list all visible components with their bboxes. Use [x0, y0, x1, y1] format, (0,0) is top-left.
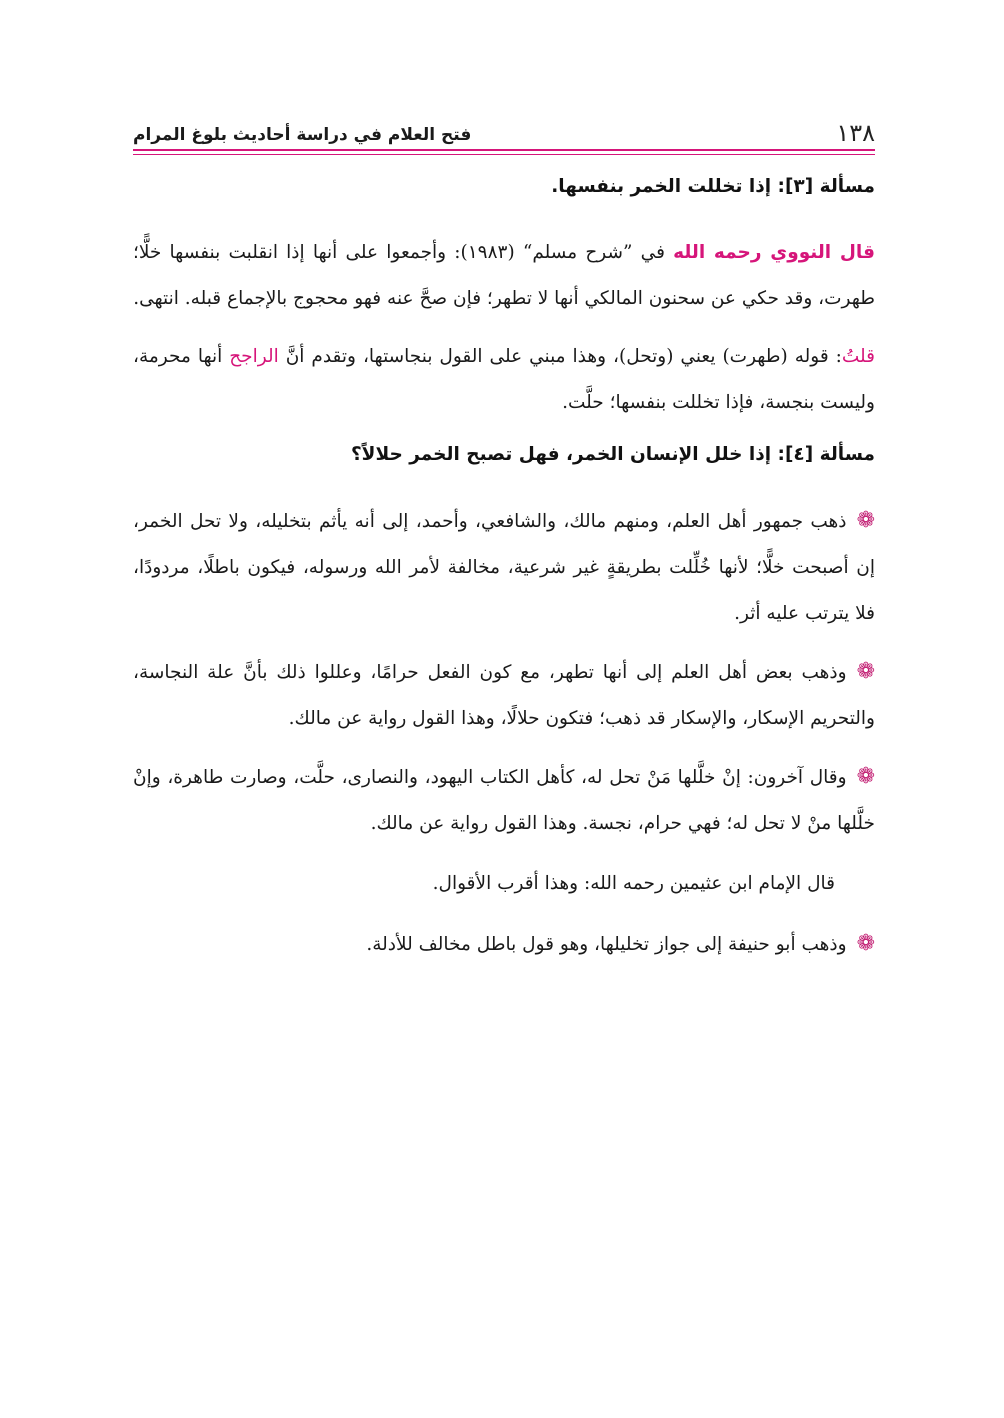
- opinion-majority: [133, 498, 875, 637]
- flower-bullet-icon: ❁: [856, 508, 875, 533]
- issue-heading-3: مسألة [٣]: إذا تخللت الخمر بنفسها.: [551, 176, 875, 197]
- header-rule-thin: [133, 154, 875, 155]
- page-body: [133, 170, 875, 980]
- author-comment-paragraph: [133, 334, 875, 426]
- nawawi-quote-text: في ”شرح مسلم“ (١٩٨٣): وأجمعوا على أنها إذا انقلبت بنفسها خلًّا؛ طهرت، وقد حكي عن سحنون المالكي أنها لا تطهر؛ فإن صحَّ عنه فهو محجوج بالإجماع قبله. انتهى.: [133, 242, 875, 309]
- flower-bullet-icon: ❁: [856, 659, 875, 684]
- preferred-view-highlight: الراجح: [229, 346, 279, 367]
- running-title: فتح العلام في دراسة أحاديث بلوغ المرام: [133, 125, 472, 145]
- issue-heading-4: مسألة [٤]: إذا خلل الإنسان الخمر، فهل تصبح الخمر حلالاً؟: [350, 444, 875, 465]
- opinion-abu-hanifa-text: وذهب أبو حنيفة إلى جواز تخليلها، وهو قول باطل مخالف للأدلة.: [366, 934, 847, 955]
- opinion-people-of-book: [133, 754, 875, 847]
- opinion-purity-text: وذهب بعض أهل العلم إلى أنها تطهر، مع كون الفعل حرامًا، وعللوا ذلك بأنَّ علة النجاسة، والتحريم الإسكار، والإسكار قد ذهب؛ فتكون حلالًا، وهذا القول رواية عن مالك.: [133, 662, 875, 729]
- opinion-purity: [133, 649, 875, 742]
- header-rule-thick: [133, 149, 875, 151]
- flower-bullet-icon: ❁: [856, 931, 875, 956]
- opinion-abu-hanifa: [133, 921, 875, 968]
- nawawi-quote-paragraph: [133, 230, 875, 322]
- page-header: [133, 108, 875, 148]
- opinion-majority-text: ذهب جمهور أهل العلم، ومنهم مالك، والشافعي، وأحمد، إلى أنه يأثم بتخليله، ولا تحل الخمر، إن أصبحت خلًّا؛ لأنها خُلِّلت بطريقةٍ غير شرعية، مخالفة لأمر الله ورسوله، فيكون باطلًا، مردودًا، فلا يترتب عليه أثر.: [133, 511, 875, 624]
- page-number: ١٣٨: [836, 119, 875, 147]
- uthaymeen-quote: قال الإمام ابن عثيمين رحمه الله: وهذا أقرب الأقوال.: [432, 873, 835, 894]
- nawawi-speaker: قال النووي رحمه الله: [673, 242, 875, 263]
- flower-bullet-icon: ❁: [856, 764, 875, 789]
- author-comment-text-b: أنها محرمة، وليست بنجسة، فإذا تخللت بنفسها؛ حلَّت.: [133, 346, 875, 413]
- opinion-people-of-book-text: وقال آخرون: إنْ خلَّلها مَنْ تحل له، كأهل الكتاب اليهود، والنصارى، حلَّت، وصارت طاهرة، وإنْ خلَّلها منْ لا تحل له؛ فهي حرام، نجسة. وهذا القول رواية عن مالك.: [133, 767, 875, 834]
- author-comment-text-a: : قوله (طهرت) يعني (وتحل)، وهذا مبني على القول بنجاستها، وتقدم أنَّ: [278, 346, 842, 367]
- author-comment-label: قلتُ: [841, 346, 875, 367]
